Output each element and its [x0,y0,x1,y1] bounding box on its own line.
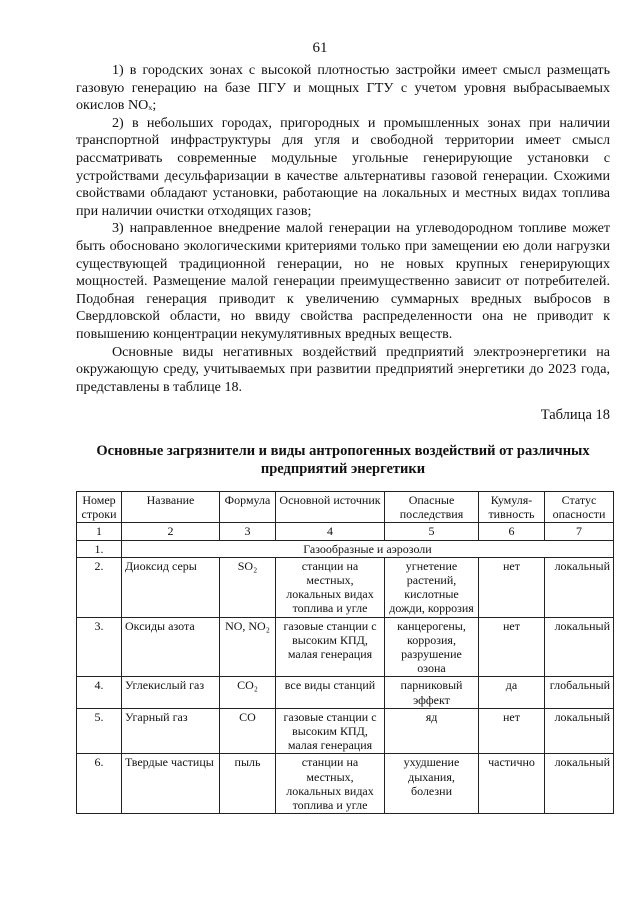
section-row [77,540,614,557]
column-number: 7 [545,523,614,540]
column-number: 4 [276,523,385,540]
pollutant-name: Углекислый газ [122,677,220,708]
table-row [77,754,614,814]
pollutant-cumulative: да [479,677,545,708]
body-text [76,62,610,396]
header-cell-formula: Формула [220,492,276,523]
pollutant-formula: CO₂ [220,677,276,708]
section-number: 1. [77,540,122,557]
pollutants-table [76,491,614,814]
pollutant-source: станции на местных, локальных видах топлива и угле [276,557,385,617]
table-row [77,708,614,754]
pollutant-name: Диоксид серы [122,557,220,617]
pollutant-source: газовые станции с высоким КПД, малая генерация [276,617,385,677]
pollutant-status: глобальный [545,677,614,708]
table-row [77,557,614,617]
pollutant-name: Угарный газ [122,708,220,754]
pollutant-source: станции на местных, локальных видах топлива и угле [276,754,385,814]
pollutant-status: локальный [545,708,614,754]
paragraph-1: 1) в городских зонах с высокой плотностью застройки имеет смысл размещать газовую генерацию на базе ПГУ и мощных ГТУ с учетом уровня выбрасываемых окислов NOₓ; [76,62,610,114]
pollutant-effects: парниковый эффект [385,677,479,708]
paragraph-3: 3) направленное внедрение малой генерации на углеводородном топливе может быть обосновано экологическими критериями только при замещении ею доли нагрузки существующей традиционной генерации, но не новых крупных генерирующих мощностей. Размещение малой генерации преимущественно зависит от потребителей. Подобная генерация приводит к увеличению суммарных вредных выбросов в Свердловской области, но ввиду свойства распределенности она не приводит к повышению концентрации некумулятивных вредных веществ. [76,220,610,342]
column-number-row [77,523,614,540]
column-number: 1 [77,523,122,540]
pollutant-effects: ухудшение дыхания, болезни [385,754,479,814]
pollutant-status: локальный [545,557,614,617]
pollutant-name: Оксиды азота [122,617,220,677]
column-number: 5 [385,523,479,540]
header-cell-name: Название [122,492,220,523]
column-number: 3 [220,523,276,540]
pollutant-status: локальный [545,617,614,677]
pollutant-formula: SO₂ [220,557,276,617]
row-number: 5. [77,708,122,754]
pollutant-formula: CO [220,708,276,754]
pollutant-effects: угнетение растений, кислотные дожди, коррозия [385,557,479,617]
pollutant-cumulative: частично [479,754,545,814]
row-number: 4. [77,677,122,708]
table-title: Основные загрязнители и виды антропогенных воздействий от различных предприятий энергетики [96,443,590,477]
column-number: 6 [479,523,545,540]
pollutant-status: локальный [545,754,614,814]
row-number: 6. [77,754,122,814]
pollutant-cumulative: нет [479,708,545,754]
column-number: 2 [122,523,220,540]
paragraph-2: 2) в небольших городах, пригородных и промышленных зонах при наличии транспортной инфраструктуры для угля и свободной территории имеет смысл рассматривать современные модульные угольные генерирующие установки с устройствами десульфаризации в качестве альтернативы газовой генерации. Схожими свойствами обладают установки, работающие на локальных и местных видах топлива при наличии очистки отходящих газов; [76,114,610,219]
row-number: 2. [77,557,122,617]
pollutant-source: все виды станций [276,677,385,708]
header-cell-status: Статус опасности [545,492,614,523]
row-number: 3. [77,617,122,677]
pollutant-formula: пыль [220,754,276,814]
table-row [77,617,614,677]
page-number: 61 [312,40,328,56]
pollutant-name: Твердые частицы [122,754,220,814]
section-label: Газообразные и аэрозоли [122,540,614,557]
pollutant-cumulative: нет [479,557,545,617]
pollutant-source: газовые станции с высоким КПД, малая генерация [276,708,385,754]
pollutant-effects: яд [385,708,479,754]
header-cell-number: Номер строки [77,492,122,523]
table-label: Таблица 18 [540,407,610,423]
pollutant-cumulative: нет [479,617,545,677]
paragraph-4: Основные виды негативных воздействий предприятий электроэнергетики на окружающую среду, учитываемых при развитии предприятий энергетики до 2023 года, представлены в таблице 18. [76,343,610,395]
table-header-row [77,492,614,523]
table-row [77,677,614,708]
pollutant-effects: канцерогены, коррозия, разрушение озона [385,617,479,677]
header-cell-source: Основной источник [276,492,385,523]
header-cell-cumulative: Кумуля-тивность [479,492,545,523]
header-cell-effects: Опасные последствия [385,492,479,523]
pollutant-formula: NO, NO₂ [220,617,276,677]
